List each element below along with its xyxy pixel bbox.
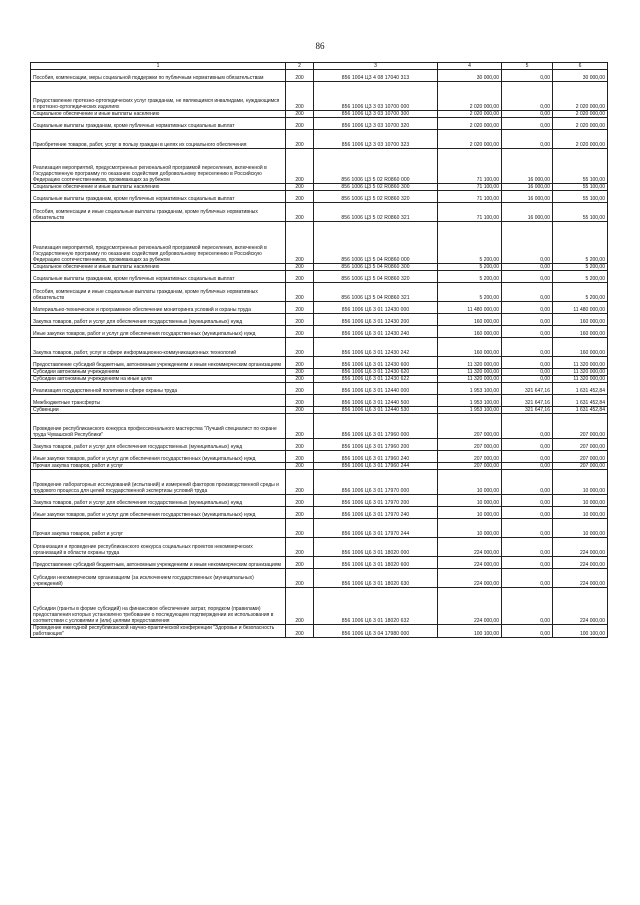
row-approved-amount: 2 020 000,00 — [438, 82, 502, 111]
table-row — [31, 118, 608, 130]
row-change-amount: 16 000,00 — [502, 149, 553, 184]
row-total-amount: 11 320 000,00 — [553, 357, 608, 369]
row-approved-amount: 71 100,00 — [438, 149, 502, 184]
row-code: 856 1006 Ц3 3 03 10700 320 — [314, 118, 438, 130]
row-name: Социальное обеспечение и иные выплаты населению — [31, 111, 286, 118]
row-section: 200 — [286, 283, 314, 302]
row-code: 856 1006 Ц3 5 04 R0860 320 — [314, 271, 438, 283]
row-code: 856 1006 Ц3 3 03 10700 000 — [314, 82, 438, 111]
table-row — [31, 519, 608, 538]
row-change-amount: 0,00 — [502, 569, 553, 588]
row-approved-amount: 207 000,00 — [438, 463, 502, 470]
row-total-amount: 224 000,00 — [553, 557, 608, 569]
row-total-amount: 1 631 452,84 — [553, 383, 608, 395]
table-row — [31, 507, 608, 519]
row-total-amount: 10 000,00 — [553, 507, 608, 519]
row-name: Реализация мероприятий, предусмотренных региональной программой переселения, включенной в Государственную программу по оказанию содействия добровольному переселению в Российскую Федерацию соотечественников, проживающих за рубежом — [31, 149, 286, 184]
row-section: 200 — [286, 357, 314, 369]
row-approved-amount: 5 200,00 — [438, 222, 502, 264]
row-name: Субвенции — [31, 407, 286, 414]
row-section: 200 — [286, 130, 314, 149]
row-name: Социальные выплаты гражданам, кроме публичных нормативных социальных выплат — [31, 118, 286, 130]
table-row — [31, 376, 608, 383]
row-change-amount: 0,00 — [502, 82, 553, 111]
row-name: Субсидии автономным учреждениям — [31, 369, 286, 376]
row-name: Приобретение товаров, работ, услуг в пользу граждан в целях их социального обеспечения — [31, 130, 286, 149]
row-name: Иные закупки товаров, работ и услуг для обеспечения государственных (муниципальных) нужд — [31, 451, 286, 463]
row-change-amount: 0,00 — [502, 625, 553, 638]
row-section: 200 — [286, 470, 314, 495]
row-total-amount: 2 020 000,00 — [553, 111, 608, 118]
table-row — [31, 625, 608, 638]
table-row — [31, 395, 608, 407]
row-section: 200 — [286, 271, 314, 283]
row-section: 200 — [286, 369, 314, 376]
row-approved-amount: 224 000,00 — [438, 538, 502, 557]
row-total-amount: 5 200,00 — [553, 222, 608, 264]
row-approved-amount: 224 000,00 — [438, 569, 502, 588]
table-row — [31, 407, 608, 414]
table-row — [31, 149, 608, 184]
row-approved-amount: 100 100,00 — [438, 625, 502, 638]
row-approved-amount: 1 953 100,00 — [438, 383, 502, 395]
table-row — [31, 439, 608, 451]
row-approved-amount: 5 200,00 — [438, 283, 502, 302]
row-section: 200 — [286, 149, 314, 184]
row-total-amount: 160 000,00 — [553, 314, 608, 326]
row-approved-amount: 71 100,00 — [438, 184, 502, 191]
row-code: 856 1006 Ц6 3 01 12440 000 — [314, 383, 438, 395]
row-approved-amount: 160 000,00 — [438, 314, 502, 326]
row-code: 856 1006 Ц6 3 01 17970 200 — [314, 495, 438, 507]
row-name: Реализация государственной политики в сфере охраны труда — [31, 383, 286, 395]
row-section: 200 — [286, 407, 314, 414]
row-change-amount: 0,00 — [502, 283, 553, 302]
row-approved-amount: 207 000,00 — [438, 451, 502, 463]
row-section: 200 — [286, 495, 314, 507]
row-name: Материально-техническое и программное обеспечение мониторинга условий и охраны труда — [31, 302, 286, 314]
row-name: Субсидии некоммерческим организациям (за исключением государственных (муниципальных) учреждений) — [31, 569, 286, 588]
row-name: Субсидии (гранты в форме субсидий) на финансовое обеспечение затрат, порядком (правилами) предоставления которых установлено требование о последующем подтверждении их использования в соответствии с условиями и (или) целями предоставления — [31, 588, 286, 625]
row-name: Закупка товаров, работ и услуг для обеспечения государственных (муниципальных) нужд — [31, 439, 286, 451]
row-code: 856 1006 Ц6 3 01 17960 240 — [314, 451, 438, 463]
row-change-amount: 0,00 — [502, 463, 553, 470]
row-approved-amount: 5 200,00 — [438, 264, 502, 271]
row-name: Закупка товаров, работ, услуг в сфере информационно-коммуникационных технологий — [31, 338, 286, 357]
table-row — [31, 383, 608, 395]
row-approved-amount: 207 000,00 — [438, 439, 502, 451]
row-code: 856 1006 Ц3 3 03 10700 300 — [314, 111, 438, 118]
row-section: 200 — [286, 519, 314, 538]
row-name: Пособия, компенсации, меры социальной поддержки по публичным нормативным обязательствам — [31, 70, 286, 82]
row-name: Проведение республиканского конкурса профессионального мастерства "Лучший специалист по охране труда Чувашской Республики" — [31, 414, 286, 439]
row-name: Социальные выплаты гражданам, кроме публичных нормативных социальных выплат — [31, 271, 286, 283]
row-total-amount: 1 631 452,84 — [553, 407, 608, 414]
table-row — [31, 130, 608, 149]
table-row — [31, 338, 608, 357]
row-change-amount: 0,00 — [502, 357, 553, 369]
row-change-amount: 0,00 — [502, 326, 553, 338]
row-section: 200 — [286, 326, 314, 338]
row-section: 200 — [286, 82, 314, 111]
row-code: 856 1006 Ц6 3 01 18020 632 — [314, 588, 438, 625]
row-section: 200 — [286, 191, 314, 203]
row-total-amount: 207 000,00 — [553, 439, 608, 451]
column-header-4: 4 — [438, 63, 502, 70]
row-code: 856 1006 Ц3 3 03 10700 323 — [314, 130, 438, 149]
row-code: 856 1006 Ц6 3 01 12430 200 — [314, 314, 438, 326]
row-name: Прочая закупка товаров, работ и услуг — [31, 519, 286, 538]
row-name: Закупка товаров, работ и услуг для обеспечения государственных (муниципальных) нужд — [31, 495, 286, 507]
row-code: 856 1006 Ц6 3 01 12430 622 — [314, 376, 438, 383]
row-section: 200 — [286, 538, 314, 557]
table-row — [31, 203, 608, 222]
table-row — [31, 271, 608, 283]
row-code: 856 1006 Ц3 5 02 R0860 000 — [314, 149, 438, 184]
row-total-amount: 10 000,00 — [553, 519, 608, 538]
row-change-amount: 0,00 — [502, 314, 553, 326]
row-change-amount: 0,00 — [502, 130, 553, 149]
row-total-amount: 2 020 000,00 — [553, 130, 608, 149]
table-row — [31, 191, 608, 203]
table-row — [31, 557, 608, 569]
row-change-amount: 0,00 — [502, 338, 553, 357]
row-section: 200 — [286, 338, 314, 357]
column-header-3: 3 — [314, 63, 438, 70]
row-section: 200 — [286, 463, 314, 470]
row-change-amount: 0,00 — [502, 439, 553, 451]
row-name: Реализация мероприятий, предусмотренных региональной программой переселения, включенной в Государственную программу по оказанию содействия добровольному переселению в Российскую Федерацию соотечественников, проживающих за рубежом — [31, 222, 286, 264]
row-section: 200 — [286, 203, 314, 222]
table-row — [31, 451, 608, 463]
row-total-amount: 55 100,00 — [553, 203, 608, 222]
table-row — [31, 369, 608, 376]
row-code: 856 1006 Ц6 3 01 12430 620 — [314, 369, 438, 376]
row-code: 856 1006 Ц6 3 01 18020 600 — [314, 557, 438, 569]
row-total-amount: 55 100,00 — [553, 149, 608, 184]
row-change-amount: 16 000,00 — [502, 184, 553, 191]
row-total-amount: 5 200,00 — [553, 283, 608, 302]
row-name: Социальное обеспечение и иные выплаты населению — [31, 184, 286, 191]
column-header-2: 2 — [286, 63, 314, 70]
row-name: Иные закупки товаров, работ и услуг для обеспечения государственных (муниципальных) нужд — [31, 507, 286, 519]
row-code: 856 1006 Ц6 3 01 17970 244 — [314, 519, 438, 538]
table-row — [31, 470, 608, 495]
row-name: Субсидии автономным учреждениям на иные цели — [31, 376, 286, 383]
row-change-amount: 0,00 — [502, 414, 553, 439]
row-name: Пособия, компенсации и иные социальные выплаты гражданам, кроме публичных нормативных обязательств — [31, 203, 286, 222]
row-code: 856 1006 Ц6 3 01 12440 530 — [314, 407, 438, 414]
row-total-amount: 10 000,00 — [553, 470, 608, 495]
row-change-amount: 0,00 — [502, 495, 553, 507]
row-code: 856 1006 Ц6 3 01 12430 240 — [314, 326, 438, 338]
row-code: 856 1006 Ц6 3 01 12430 000 — [314, 302, 438, 314]
row-name: Социальные выплаты гражданам, кроме публичных нормативных социальных выплат — [31, 191, 286, 203]
row-section: 200 — [286, 222, 314, 264]
table-row — [31, 314, 608, 326]
row-code: 856 1006 Ц6 3 01 18020 630 — [314, 569, 438, 588]
row-total-amount: 55 100,00 — [553, 191, 608, 203]
table-row — [31, 283, 608, 302]
row-code: 856 1006 Ц6 3 01 17960 200 — [314, 439, 438, 451]
row-section: 200 — [286, 302, 314, 314]
row-name: Социальное обеспечение и иные выплаты населению — [31, 264, 286, 271]
row-code: 856 1006 Ц3 5 02 R0860 300 — [314, 184, 438, 191]
row-approved-amount: 207 000,00 — [438, 414, 502, 439]
row-code: 856 1006 Ц3 5 02 R0860 321 — [314, 203, 438, 222]
row-approved-amount: 1 953 100,00 — [438, 407, 502, 414]
row-approved-amount: 5 200,00 — [438, 271, 502, 283]
table-row — [31, 463, 608, 470]
row-approved-amount: 2 020 000,00 — [438, 130, 502, 149]
row-approved-amount: 2 020 000,00 — [438, 118, 502, 130]
row-section: 200 — [286, 588, 314, 625]
row-total-amount: 30 000,00 — [553, 70, 608, 82]
table-row — [31, 82, 608, 111]
row-name: Организация и проведение республиканского конкурса социальных проектов некоммерческих организаций в области охраны труда — [31, 538, 286, 557]
row-change-amount: 0,00 — [502, 376, 553, 383]
row-change-amount: 16 000,00 — [502, 191, 553, 203]
row-code: 856 1006 Ц3 5 04 R0860 300 — [314, 264, 438, 271]
row-section: 200 — [286, 70, 314, 82]
row-total-amount: 207 000,00 — [553, 463, 608, 470]
row-total-amount: 207 000,00 — [553, 451, 608, 463]
row-code: 856 1004 Ц3 4 08 17040 313 — [314, 70, 438, 82]
page-number: 86 — [315, 41, 325, 51]
row-approved-amount: 224 000,00 — [438, 557, 502, 569]
row-approved-amount: 1 953 100,00 — [438, 395, 502, 407]
row-approved-amount: 11 320 000,00 — [438, 376, 502, 383]
row-change-amount: 0,00 — [502, 369, 553, 376]
row-approved-amount: 11 480 000,00 — [438, 302, 502, 314]
row-total-amount: 160 000,00 — [553, 338, 608, 357]
table-row — [31, 70, 608, 82]
table-row — [31, 302, 608, 314]
row-name: Предоставление субсидий бюджетным, автономным учреждениям и иным некоммерческим организациям — [31, 557, 286, 569]
row-change-amount: 0,00 — [502, 70, 553, 82]
table-row — [31, 538, 608, 557]
row-section: 200 — [286, 625, 314, 638]
row-change-amount: 321 647,16 — [502, 407, 553, 414]
row-total-amount: 10 000,00 — [553, 495, 608, 507]
column-header-5: 5 — [502, 63, 553, 70]
row-name: Предоставление протезно-ортопедических услуг гражданам, не являющимся инвалидами, нуждающимся в протезно-ортопедических изделиях — [31, 82, 286, 111]
row-name: Пособия, компенсации и иные социальные выплаты гражданам, кроме публичных нормативных обязательств — [31, 283, 286, 302]
row-change-amount: 0,00 — [502, 557, 553, 569]
row-section: 200 — [286, 314, 314, 326]
row-approved-amount: 30 000,00 — [438, 70, 502, 82]
row-approved-amount: 71 100,00 — [438, 191, 502, 203]
row-total-amount: 224 000,00 — [553, 538, 608, 557]
row-change-amount: 0,00 — [502, 222, 553, 264]
row-change-amount: 0,00 — [502, 271, 553, 283]
row-total-amount: 2 020 000,00 — [553, 82, 608, 111]
row-approved-amount: 11 320 000,00 — [438, 357, 502, 369]
row-approved-amount: 11 320 000,00 — [438, 369, 502, 376]
row-code: 856 1006 Ц6 3 04 17980 000 — [314, 625, 438, 638]
row-code: 856 1006 Ц6 3 01 12430 600 — [314, 357, 438, 369]
row-section: 200 — [286, 118, 314, 130]
row-code: 856 1006 Ц3 5 02 R0860 320 — [314, 191, 438, 203]
row-total-amount: 55 100,00 — [553, 184, 608, 191]
row-code: 856 1006 Ц6 3 01 12430 242 — [314, 338, 438, 357]
row-name: Закупка товаров, работ и услуг для обеспечения государственных (муниципальных) нужд — [31, 314, 286, 326]
row-name: Проведение лабораторных исследований (испытаний) и измерений факторов производственной среды и трудового процесса для целей государственной экспертизы условий труда — [31, 470, 286, 495]
row-change-amount: 0,00 — [502, 588, 553, 625]
table-row — [31, 264, 608, 271]
row-section: 200 — [286, 439, 314, 451]
table-row — [31, 495, 608, 507]
row-code: 856 1006 Ц6 3 01 12440 500 — [314, 395, 438, 407]
row-section: 200 — [286, 264, 314, 271]
row-change-amount: 0,00 — [502, 507, 553, 519]
row-section: 200 — [286, 451, 314, 463]
row-change-amount: 0,00 — [502, 451, 553, 463]
row-section: 200 — [286, 383, 314, 395]
row-total-amount: 160 000,00 — [553, 326, 608, 338]
table-row — [31, 111, 608, 118]
row-section: 200 — [286, 557, 314, 569]
table-row — [31, 357, 608, 369]
row-code: 856 1006 Ц6 3 01 18020 000 — [314, 538, 438, 557]
row-change-amount: 16 000,00 — [502, 203, 553, 222]
row-approved-amount: 224 000,00 — [438, 588, 502, 625]
row-section: 200 — [286, 395, 314, 407]
row-approved-amount: 160 000,00 — [438, 338, 502, 357]
row-code: 856 1006 Ц6 3 01 17970 240 — [314, 507, 438, 519]
row-section: 200 — [286, 111, 314, 118]
row-change-amount: 321 647,16 — [502, 383, 553, 395]
row-section: 200 — [286, 569, 314, 588]
row-approved-amount: 10 000,00 — [438, 507, 502, 519]
row-total-amount: 11 480 000,00 — [553, 302, 608, 314]
row-total-amount: 100 100,00 — [553, 625, 608, 638]
row-section: 200 — [286, 376, 314, 383]
row-name: Межбюджетные трансферты — [31, 395, 286, 407]
row-change-amount: 0,00 — [502, 470, 553, 495]
row-name: Предоставление субсидий бюджетным, автономным учреждениям и иным некоммерческим организациям — [31, 357, 286, 369]
row-change-amount: 0,00 — [502, 118, 553, 130]
table-row — [31, 588, 608, 625]
row-total-amount: 5 200,00 — [553, 271, 608, 283]
row-name: Иные закупки товаров, работ и услуг для обеспечения государственных (муниципальных) нужд — [31, 326, 286, 338]
row-change-amount: 0,00 — [502, 538, 553, 557]
row-total-amount: 5 200,00 — [553, 264, 608, 271]
table-row — [31, 569, 608, 588]
row-total-amount: 224 000,00 — [553, 588, 608, 625]
row-change-amount: 0,00 — [502, 302, 553, 314]
row-change-amount: 321 647,16 — [502, 395, 553, 407]
row-approved-amount: 10 000,00 — [438, 495, 502, 507]
column-header-6: 6 — [553, 63, 608, 70]
row-code: 856 1006 Ц3 5 04 R0860 000 — [314, 222, 438, 264]
row-name: Прочая закупка товаров, работ и услуг — [31, 463, 286, 470]
row-total-amount: 11 320 000,00 — [553, 369, 608, 376]
row-change-amount: 0,00 — [502, 519, 553, 538]
table-row — [31, 414, 608, 439]
row-approved-amount: 10 000,00 — [438, 470, 502, 495]
row-change-amount: 0,00 — [502, 111, 553, 118]
budget-table — [30, 62, 608, 638]
row-code: 856 1006 Ц6 3 01 17960 244 — [314, 463, 438, 470]
row-code: 856 1006 Ц3 5 04 R0860 321 — [314, 283, 438, 302]
row-section: 200 — [286, 507, 314, 519]
row-total-amount: 11 320 000,00 — [553, 376, 608, 383]
row-section: 200 — [286, 414, 314, 439]
row-total-amount: 207 000,00 — [553, 414, 608, 439]
row-approved-amount: 160 000,00 — [438, 326, 502, 338]
table-row — [31, 326, 608, 338]
row-total-amount: 1 631 452,84 — [553, 395, 608, 407]
row-approved-amount: 71 100,00 — [438, 203, 502, 222]
row-code: 856 1006 Ц6 3 01 17960 000 — [314, 414, 438, 439]
row-total-amount: 2 020 000,00 — [553, 118, 608, 130]
table-row — [31, 222, 608, 264]
row-approved-amount: 2 020 000,00 — [438, 111, 502, 118]
row-section: 200 — [286, 184, 314, 191]
table-row — [31, 184, 608, 191]
row-name: Проведение ежегодной республиканской научно-практической конференции "Здоровье и безопасность работающих" — [31, 625, 286, 638]
row-total-amount: 224 000,00 — [553, 569, 608, 588]
column-number-row — [31, 63, 608, 70]
row-approved-amount: 10 000,00 — [438, 519, 502, 538]
row-code: 856 1006 Ц6 3 01 17970 000 — [314, 470, 438, 495]
column-header-1: 1 — [31, 63, 286, 70]
row-change-amount: 0,00 — [502, 264, 553, 271]
